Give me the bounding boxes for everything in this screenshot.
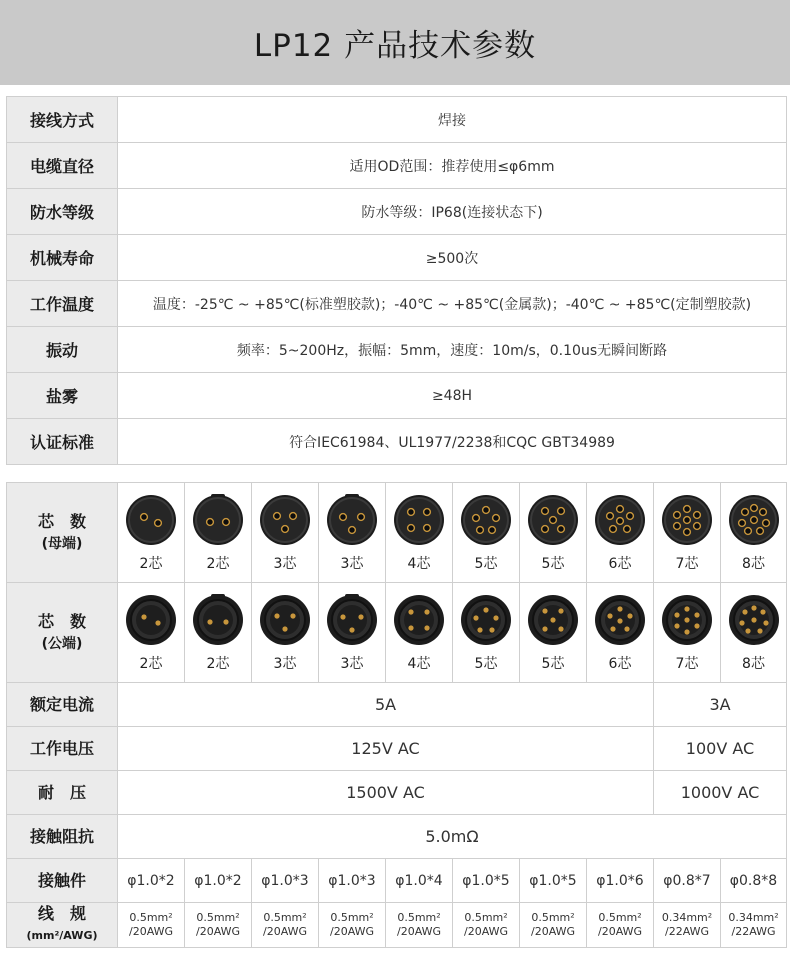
male-connector-icon bbox=[526, 593, 580, 647]
pin-count-label: 2芯 bbox=[139, 555, 163, 572]
contact-spec-cell: φ1.0*4 bbox=[386, 859, 453, 903]
female-connector-cell bbox=[386, 483, 453, 583]
title-banner bbox=[0, 0, 790, 85]
female-connector-icon bbox=[660, 493, 714, 547]
spec-label: 盐雾 bbox=[7, 373, 118, 419]
spec-label: 接线方式 bbox=[7, 97, 118, 143]
pin-count-label: 6芯 bbox=[608, 555, 632, 572]
wire-label-line2: (mm²/AWG) bbox=[26, 929, 98, 942]
female-connector-cell bbox=[319, 483, 386, 583]
female-row-label bbox=[7, 483, 118, 583]
connector-figure bbox=[118, 493, 184, 573]
connector-figure bbox=[453, 593, 519, 673]
wire-gauge-cell bbox=[252, 903, 319, 948]
male-connector-icon bbox=[124, 593, 178, 647]
contact-resistance-label: 接触阻抗 bbox=[7, 815, 118, 859]
connector-figure bbox=[386, 593, 452, 673]
spec-label: 认证标准 bbox=[7, 419, 118, 465]
wire-awg: /20AWG bbox=[463, 925, 509, 938]
connector-figure bbox=[319, 493, 385, 573]
wire-gauge-cell bbox=[721, 903, 787, 948]
male-connector-icon bbox=[459, 593, 513, 647]
female-connector-row bbox=[7, 483, 787, 583]
wire-size: 0.34mm² bbox=[728, 911, 779, 924]
contact-spec-cell: φ1.0*6 bbox=[587, 859, 654, 903]
wire-size: 0.5mm² bbox=[397, 911, 441, 924]
contact-resistance-row bbox=[7, 815, 787, 859]
wire-size: 0.34mm² bbox=[661, 911, 713, 924]
rated-current-alt: 3A bbox=[654, 683, 787, 727]
female-connector-icon bbox=[258, 493, 312, 547]
spec-value: 防水等级：IP68(连接状态下) bbox=[118, 189, 787, 235]
wire-size: 0.5mm² bbox=[531, 911, 575, 924]
contacts-label: 接触件 bbox=[7, 859, 118, 903]
spec-value: 频率：5~200Hz，振幅：5mm，速度：10m/s，0.10us无瞬间断路 bbox=[118, 327, 787, 373]
connector-figure bbox=[587, 493, 653, 573]
contacts-row bbox=[7, 859, 787, 903]
male-connector-cell bbox=[453, 583, 520, 683]
pin-count-label: 4芯 bbox=[407, 555, 431, 572]
working-voltage-label: 工作电压 bbox=[7, 727, 118, 771]
pin-count-label: 2芯 bbox=[206, 555, 230, 572]
connector-figure bbox=[654, 493, 720, 573]
female-label-line1: 芯 数 bbox=[37, 511, 86, 531]
wire-gauge-cell bbox=[185, 903, 252, 948]
contact-spec-cell: φ1.0*2 bbox=[118, 859, 185, 903]
connector-figure bbox=[520, 493, 586, 573]
wire-awg: /20AWG bbox=[195, 925, 241, 938]
spec-table bbox=[6, 96, 787, 465]
rated-current-main: 5A bbox=[118, 683, 654, 727]
contact-spec-cell: φ0.8*8 bbox=[721, 859, 787, 903]
wire-size: 0.5mm² bbox=[263, 911, 307, 924]
female-connector-icon bbox=[124, 493, 178, 547]
pin-count-label: 3芯 bbox=[273, 555, 297, 572]
male-label-line2: (公端) bbox=[41, 635, 83, 652]
spec-label: 机械寿命 bbox=[7, 235, 118, 281]
wire-gauge-cell bbox=[587, 903, 654, 948]
contact-spec-cell: φ1.0*2 bbox=[185, 859, 252, 903]
wire-gauge-cell bbox=[453, 903, 520, 948]
female-connector-cell bbox=[587, 483, 654, 583]
connector-figure bbox=[252, 593, 318, 673]
female-connector-cell bbox=[721, 483, 787, 583]
male-label-line1: 芯 数 bbox=[37, 611, 86, 631]
connector-figure bbox=[520, 593, 586, 673]
pin-count-label: 2芯 bbox=[206, 655, 230, 672]
wire-awg: /20AWG bbox=[262, 925, 308, 938]
connector-figure bbox=[721, 493, 786, 573]
wire-gauge-label bbox=[7, 903, 118, 948]
connector-figure bbox=[721, 593, 786, 673]
connector-figure bbox=[185, 593, 251, 673]
male-connector-row bbox=[7, 583, 787, 683]
pin-count-label: 3芯 bbox=[340, 555, 364, 572]
wire-awg: /22AWG bbox=[664, 925, 710, 938]
pin-count-label: 4芯 bbox=[407, 655, 431, 672]
contact-resistance-value: 5.0mΩ bbox=[118, 815, 787, 859]
wire-size: 0.5mm² bbox=[598, 911, 642, 924]
pin-count-label: 8芯 bbox=[742, 555, 765, 572]
wire-size: 0.5mm² bbox=[129, 911, 173, 924]
withstand-voltage-label: 耐 压 bbox=[7, 771, 118, 815]
female-connector-cell bbox=[185, 483, 252, 583]
contact-spec-cell: φ1.0*5 bbox=[520, 859, 587, 903]
spec-value: 焊接 bbox=[118, 97, 787, 143]
male-connector-icon bbox=[191, 593, 245, 647]
spec-row bbox=[7, 97, 787, 143]
pin-count-label: 5芯 bbox=[541, 555, 565, 572]
spec-label: 振动 bbox=[7, 327, 118, 373]
female-connector-icon bbox=[392, 493, 446, 547]
connector-figure bbox=[252, 493, 318, 573]
wire-size: 0.5mm² bbox=[196, 911, 240, 924]
working-voltage-main: 125V AC bbox=[118, 727, 654, 771]
spec-row bbox=[7, 373, 787, 419]
pin-count-label: 5芯 bbox=[474, 555, 498, 572]
connector-figure bbox=[118, 593, 184, 673]
spec-label: 电缆直径 bbox=[7, 143, 118, 189]
male-connector-icon bbox=[258, 593, 312, 647]
female-connector-icon bbox=[459, 493, 513, 547]
spec-value: ≥48H bbox=[118, 373, 787, 419]
female-connector-icon bbox=[593, 493, 647, 547]
working-voltage-alt: 100V AC bbox=[654, 727, 787, 771]
wire-awg: /20AWG bbox=[396, 925, 442, 938]
wire-awg: /20AWG bbox=[530, 925, 576, 938]
female-connector-cell bbox=[252, 483, 319, 583]
spec-row bbox=[7, 143, 787, 189]
pin-count-label: 3芯 bbox=[340, 655, 364, 672]
spec-value: ≥500次 bbox=[118, 235, 787, 281]
male-connector-cell bbox=[654, 583, 721, 683]
rated-current-label: 额定电流 bbox=[7, 683, 118, 727]
male-connector-cell bbox=[721, 583, 787, 683]
withstand-voltage-alt: 1000V AC bbox=[654, 771, 787, 815]
male-connector-cell bbox=[386, 583, 453, 683]
contact-spec-cell: φ1.0*3 bbox=[319, 859, 386, 903]
male-connector-cell bbox=[520, 583, 587, 683]
contact-spec-cell: φ0.8*7 bbox=[654, 859, 721, 903]
male-connector-icon bbox=[727, 593, 781, 647]
spec-row bbox=[7, 235, 787, 281]
contact-spec-cell: φ1.0*5 bbox=[453, 859, 520, 903]
female-connector-icon bbox=[526, 493, 580, 547]
working-voltage-row bbox=[7, 727, 787, 771]
connector-figure bbox=[587, 593, 653, 673]
wire-size: 0.5mm² bbox=[464, 911, 508, 924]
spec-row bbox=[7, 189, 787, 235]
female-label-line2: (母端) bbox=[41, 535, 83, 552]
pin-count-label: 7芯 bbox=[675, 555, 699, 572]
wire-gauge-cell bbox=[520, 903, 587, 948]
connector-figure bbox=[185, 493, 251, 573]
pin-count-label: 6芯 bbox=[608, 655, 632, 672]
wire-gauge-cell bbox=[319, 903, 386, 948]
male-connector-icon bbox=[392, 593, 446, 647]
male-row-label bbox=[7, 583, 118, 683]
spec-row bbox=[7, 281, 787, 327]
wire-awg: /20AWG bbox=[597, 925, 643, 938]
spec-row bbox=[7, 327, 787, 373]
wire-gauge-cell bbox=[654, 903, 721, 948]
female-connector-icon bbox=[727, 493, 781, 547]
page-title: LP12 产品技术参数 bbox=[253, 28, 537, 64]
spec-label: 防水等级 bbox=[7, 189, 118, 235]
wire-awg: /22AWG bbox=[731, 925, 776, 938]
male-connector-cell bbox=[118, 583, 185, 683]
spec-label: 工作温度 bbox=[7, 281, 118, 327]
rated-current-row bbox=[7, 683, 787, 727]
spec-value: 温度：-25℃ ~ +85℃(标准塑胶款)；-40℃ ~ +85℃(金属款)；-40℃ ~ +85℃(定制塑胶款) bbox=[118, 281, 787, 327]
male-connector-icon bbox=[325, 593, 379, 647]
female-connector-cell bbox=[118, 483, 185, 583]
wire-gauge-row bbox=[7, 903, 787, 948]
female-connector-icon bbox=[191, 493, 245, 547]
male-connector-icon bbox=[660, 593, 714, 647]
wire-gauge-cell bbox=[386, 903, 453, 948]
spec-row bbox=[7, 419, 787, 465]
male-connector-cell bbox=[319, 583, 386, 683]
female-connector-icon bbox=[325, 493, 379, 547]
withstand-voltage-row bbox=[7, 771, 787, 815]
connector-figure bbox=[453, 493, 519, 573]
pin-count-label: 5芯 bbox=[474, 655, 498, 672]
connector-figure bbox=[319, 593, 385, 673]
spec-value: 适用OD范围：推荐使用≤φ6mm bbox=[118, 143, 787, 189]
connector-table bbox=[6, 482, 787, 948]
connector-figure bbox=[386, 493, 452, 573]
wire-awg: /20AWG bbox=[329, 925, 375, 938]
wire-awg: /20AWG bbox=[128, 925, 174, 938]
male-connector-cell bbox=[185, 583, 252, 683]
contact-spec-cell: φ1.0*3 bbox=[252, 859, 319, 903]
female-connector-cell bbox=[654, 483, 721, 583]
pin-count-label: 5芯 bbox=[541, 655, 565, 672]
male-connector-icon bbox=[593, 593, 647, 647]
male-connector-cell bbox=[252, 583, 319, 683]
pin-count-label: 3芯 bbox=[273, 655, 297, 672]
pin-count-label: 2芯 bbox=[139, 655, 163, 672]
withstand-voltage-main: 1500V AC bbox=[118, 771, 654, 815]
connector-figure bbox=[654, 593, 720, 673]
pin-count-label: 8芯 bbox=[742, 655, 765, 672]
female-connector-cell bbox=[453, 483, 520, 583]
female-connector-cell bbox=[520, 483, 587, 583]
wire-label-line1: 线 规 bbox=[37, 904, 86, 923]
pin-count-label: 7芯 bbox=[675, 655, 699, 672]
wire-size: 0.5mm² bbox=[330, 911, 374, 924]
spec-value: 符合IEC61984、UL1977/2238和CQC GBT34989 bbox=[118, 419, 787, 465]
wire-gauge-cell bbox=[118, 903, 185, 948]
male-connector-cell bbox=[587, 583, 654, 683]
